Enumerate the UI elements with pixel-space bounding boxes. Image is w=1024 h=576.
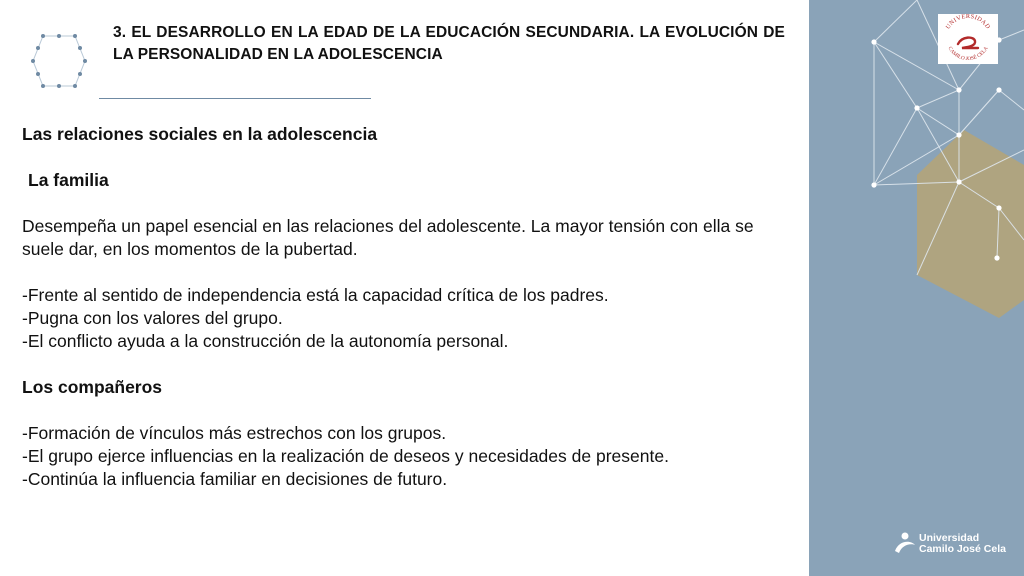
network-graph-icon (809, 0, 1024, 576)
brand-line-2: Camilo José Cela (919, 543, 1006, 555)
list-item: -Pugna con los valores del grupo. (22, 308, 283, 328)
ucjc-logo-icon (893, 531, 917, 555)
svg-text:CAMILO JOSÉ CELA: CAMILO JOSÉ CELA (946, 45, 990, 63)
family-intro: Desempeña un papel esencial en las relaciones del adolescente. La mayor tensión con ella se suele dar, en los momentos de la pubertad. (22, 216, 759, 259)
slide-title: 3. EL DESARROLLO EN LA EDAD DE LA EDUCACIÓN SECUNDARIA. LA EVOLUCIÓN DE LA PERSONALIDAD EN LA ADOLESCENCIA (113, 24, 785, 63)
section-heading: Las relaciones sociales en la adolescencia (22, 124, 378, 144)
slide-body (22, 123, 792, 491)
brand-logo (893, 531, 1013, 557)
family-heading: La familia (28, 170, 109, 190)
dotted-hexagon-icon (26, 28, 92, 94)
brand-line-1: Universidad (919, 532, 980, 544)
list-item: -El grupo ejerce influencias en la realización de deseos y necesidades de presente. (22, 446, 669, 466)
list-item: -El conflicto ayuda a la construcción de la autonomía personal. (22, 331, 509, 351)
university-seal-icon (938, 14, 998, 64)
side-panel (809, 0, 1024, 576)
title-underline (99, 98, 371, 99)
list-item: -Continúa la influencia familiar en decisiones de futuro. (22, 469, 448, 489)
list-item: -Formación de vínculos más estrechos con los grupos. (22, 423, 447, 443)
peers-heading: Los compañeros (22, 377, 163, 397)
svg-text:UNIVERSIDAD: UNIVERSIDAD (944, 14, 992, 31)
list-item: -Frente al sentido de independencia está la capacidad crítica de los padres. (22, 285, 609, 305)
